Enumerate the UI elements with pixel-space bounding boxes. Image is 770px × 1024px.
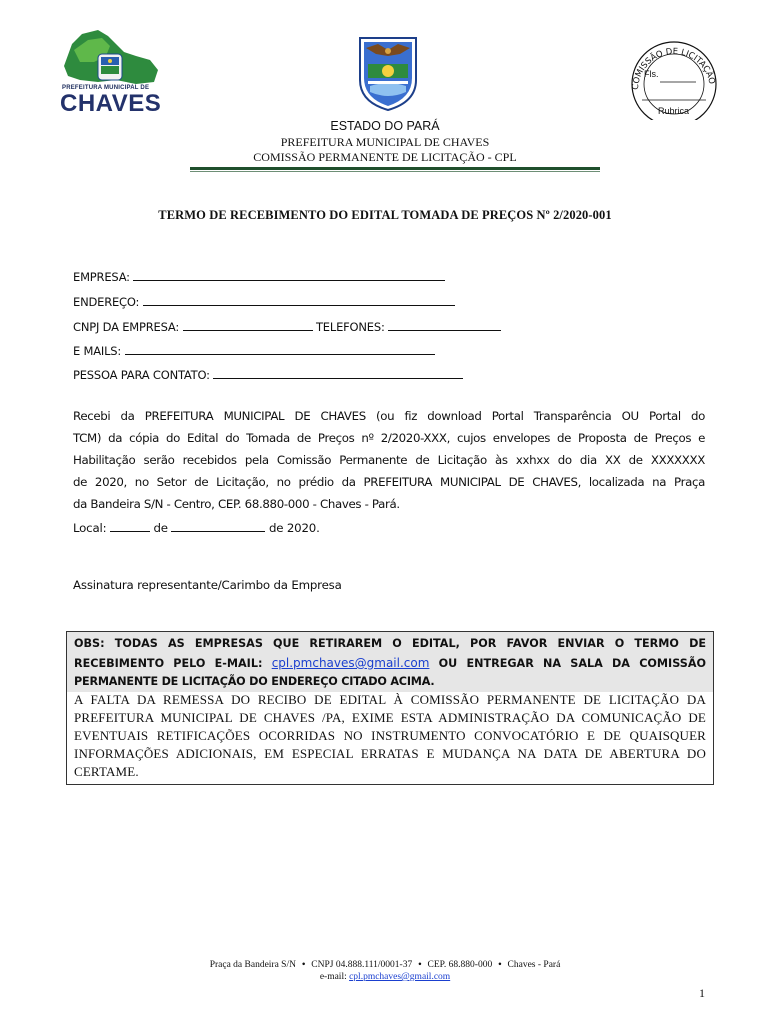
header-commission: COMISSÃO PERMANENTE DE LICITAÇÃO - CPL xyxy=(253,150,517,164)
footer-email-line xyxy=(0,972,770,982)
company-field xyxy=(73,270,445,284)
bullet-icon: • xyxy=(301,960,306,970)
obs-text-line: CERTAME. xyxy=(74,764,139,779)
receipt-paragraph xyxy=(73,405,705,515)
bullet-icon: • xyxy=(498,960,502,970)
phones-label: TELEFONES: xyxy=(315,320,385,334)
paragraph-line: Recebi da PREFEITURA MUNICIPAL DE CHAVES (ou fiz download Portal Transparência OU Portal do xyxy=(73,409,705,423)
footer-address-line xyxy=(0,960,770,970)
contact-field xyxy=(73,368,463,382)
municipality-map-logo-icon xyxy=(58,26,163,86)
local-month-blank[interactable] xyxy=(171,521,265,532)
commission-stamp xyxy=(626,40,720,125)
obs-email-pre: RECEBIMENTO PELO E-MAIL: xyxy=(74,657,263,670)
emails-label: E MAILS: xyxy=(73,344,122,358)
paragraph-line: de 2020, no Setor de Licitação, no prédio da PREFEITURA MUNICIPAL DE CHAVES, localizada na Praça xyxy=(73,475,705,489)
address-field xyxy=(73,295,455,309)
obs-bold-line-email xyxy=(74,656,706,670)
logo-caption: PREFEITURA MUNICIPAL DE xyxy=(62,85,150,91)
local-date-line xyxy=(73,521,320,535)
paragraph-line: da Bandeira S/N - Centro, CEP. 68.880-000 - Chaves - Pará. xyxy=(73,497,400,511)
document-title: TERMO DE RECEBIMENTO DO EDITAL TOMADA DE PREÇOS Nº 2/2020-001 xyxy=(158,208,612,222)
bullet-icon: • xyxy=(418,960,422,970)
obs-text-line: EVENTUAIS RETIFICAÇÕES OCORRIDAS NO INSTRUMENTO CONVOCATÓRIO E DE QUAISQUER xyxy=(74,728,706,743)
phones-blank[interactable] xyxy=(388,320,501,331)
local-label: Local: xyxy=(73,521,107,535)
address-label: ENDEREÇO: xyxy=(73,295,140,309)
company-blank[interactable] xyxy=(133,270,445,281)
paragraph-line: Habilitação serão recebidos pela Comissão Permanente de Licitação às xxhxx do dia XX de XXXXXXX xyxy=(73,453,705,467)
municipality-logo xyxy=(58,26,163,118)
obs-text-line: INFORMAÇÕES ADICIONAIS, EM ESPECIAL ERRATAS E MUDANÇA NA DATA DE ABERTURA DO xyxy=(74,746,706,761)
obs-text-line: PREFEITURA MUNICIPAL DE CHAVES /PA, EXIME ESTA ADMINISTRAÇÃO DA COMUNICAÇÃO DE xyxy=(74,710,706,725)
footer-email-label: e-mail: xyxy=(319,972,347,982)
contact-blank[interactable] xyxy=(213,368,463,379)
obs-email-post: OU ENTREGAR NA SALA DA COMISSÃO xyxy=(438,657,706,670)
contact-label: PESSOA PARA CONTATO: xyxy=(73,368,210,382)
obs-email-link[interactable]: cpl.pmchaves@gmail.com xyxy=(271,656,430,670)
state-coat-of-arms-icon xyxy=(356,34,420,117)
header-divider-thin xyxy=(190,171,600,172)
header-state: ESTADO DO PARÁ xyxy=(330,119,440,133)
cnpj-label: CNPJ DA EMPRESA: xyxy=(73,320,180,334)
footer-email-link[interactable]: cpl.pmchaves@gmail.com xyxy=(349,972,451,982)
obs-bold-line: PERMANENTE DE LICITAÇÃO DO ENDEREÇO CITADO ACIMA. xyxy=(74,675,435,688)
footer-city: Chaves - Pará xyxy=(507,960,561,970)
address-blank[interactable] xyxy=(143,295,455,306)
stamp-ring-text: COMISSÃO DE LICITAÇÃO xyxy=(630,46,717,91)
emails-field xyxy=(73,344,435,358)
local-year-label: de 2020. xyxy=(268,521,320,535)
footer-address: Praça da Bandeira S/N xyxy=(209,960,296,970)
header-divider xyxy=(190,167,600,170)
obs-notice-box xyxy=(66,631,714,785)
logo-title: CHAVES xyxy=(60,90,162,117)
cnpj-blank[interactable] xyxy=(183,320,313,331)
page-number: 1 xyxy=(699,986,705,1000)
emails-blank[interactable] xyxy=(125,344,435,355)
company-label: EMPRESA: xyxy=(73,270,130,284)
paragraph-line: TCM) da cópia do Edital do Tomada de Preços nº 2/2020-XXX, cujos envelopes de Proposta de Preços e xyxy=(73,431,705,445)
cnpj-field xyxy=(73,320,501,334)
obs-text-line: A FALTA DA REMESSA DO RECIBO DE EDITAL À COMISSÃO PERMANENTE DE LICITAÇÃO DA xyxy=(74,692,706,707)
stamp-fls-label: Fls. xyxy=(644,69,659,79)
footer-cnpj: CNPJ 04.888.111/0001-37 xyxy=(311,960,413,970)
footer-cep: CEP. 68.880-000 xyxy=(427,960,493,970)
obs-bold-line: OBS: TODAS AS EMPRESAS QUE RETIRAREM O EDITAL, POR FAVOR ENVIAR O TERMO DE xyxy=(74,637,706,650)
header-prefecture: PREFEITURA MUNICIPAL DE CHAVES xyxy=(280,135,490,149)
local-de-label: de xyxy=(153,521,168,535)
local-day-blank[interactable] xyxy=(110,521,150,532)
signature-line: Assinatura representante/Carimbo da Empresa xyxy=(73,578,342,592)
stamp-rubrica-label: Rubrica xyxy=(658,106,690,116)
